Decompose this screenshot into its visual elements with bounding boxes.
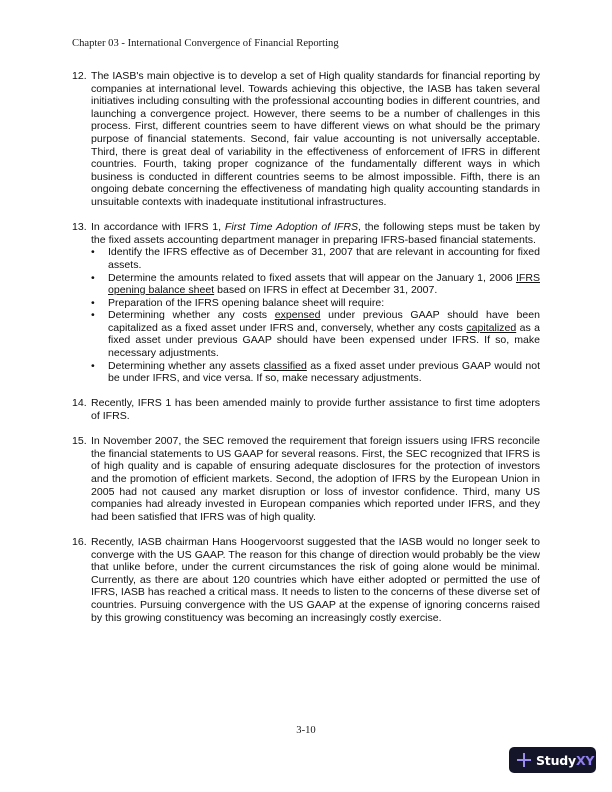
item-number: 16. <box>72 535 87 548</box>
underlined-term: IFRS opening balance sheet <box>108 271 540 297</box>
bullet-icon: • <box>91 246 95 259</box>
bullet-text: based on IFRS in effect at December 31, 2007. <box>214 284 438 297</box>
item-number: 13. <box>72 221 87 234</box>
bullet-item <box>91 246 540 271</box>
underlined-term: expensed <box>274 309 321 322</box>
item-number: 14. <box>72 397 87 410</box>
bullet-text: as a fixed asset under previous GAAP would not be under IFRS, and vice versa. If so, make necessary adjustments. <box>108 359 540 385</box>
studyxy-badge[interactable] <box>509 747 596 773</box>
bullet-text: as a fixed asset under previous GAAP should have been expensed under IFRS. If so, make necessary adjustments. <box>108 321 540 360</box>
item-number: 15. <box>72 435 87 448</box>
item-intro <box>91 221 540 246</box>
steps-list <box>91 246 540 385</box>
plus-icon <box>517 753 531 767</box>
bullet-item <box>91 272 540 297</box>
bullet-item <box>91 309 540 359</box>
bullet-item <box>91 297 540 310</box>
bullet-text: Determining whether any assets <box>108 359 264 372</box>
brand-main: Study <box>536 752 576 768</box>
item-text: Recently, IASB chairman Hans Hoogervoorst suggested that the IASB would no longer seek to converge with the US GAAP. The reason for this change of direction would probably be the view that unlike before, under the current circumstances the risk of going alone would be minimal. Currently, as there are about 120 countries which have either adopted or permitted the use of IFRS, IASB has reached a critical mass. It needs to listen to the concerns of these diverse set of countries. Pursuing convergence with the US GAAP at the expense of ignoring concerns raised by this growing constituency was becoming an increasingly costly exercise. <box>91 535 540 624</box>
bullet-item <box>91 360 540 385</box>
standard-title: First Time Adoption of IFRS <box>224 221 359 234</box>
bullet-text: under previous GAAP should have been capitalized as a fixed asset under IFRS and, conversely, whether any costs <box>108 309 540 334</box>
item-text: In November 2007, the SEC removed the requirement that foreign issuers using IFRS reconcile the financial statements to US GAAP for several reasons. First, the SEC recognized that IFRS is of high quality and is capable of ensuring adequate disclosures for the protection of investors and the promotion of efficient markets. Second, the adoption of IFRS by the European Union in 2005 had not caused any market disruption or loss of investor confidence. Third, many US companies had already invested in European companies which reported under IFRS, and they had been satisfied that IFRS was of high quality. <box>91 435 540 523</box>
bullet-icon: • <box>91 271 95 284</box>
list-item-13 <box>72 221 540 385</box>
list-item-12 <box>72 70 540 209</box>
bullet-icon: • <box>91 309 95 322</box>
bullet-icon: • <box>91 296 95 309</box>
item-text: Recently, IFRS 1 has been amended mainly to provide further assistance to first time adopters of IFRS. <box>91 397 540 423</box>
list-item-14 <box>72 397 540 422</box>
list-item-15 <box>72 435 540 523</box>
bullet-text: Preparation of the IFRS opening balance sheet will require: <box>108 296 385 309</box>
item-text: The IASB's main objective is to develop a set of High quality standards for financial reporting by companies at international level. Towards achieving this objective, the IASB has taken several initiatives including consulting with the professional accounting bodies in different countries, and launching a convergence project. However, there seems to be a number of challenges in this process. First, different countries seem to have different views on what should be the primary purpose of financial statements. Second, fair value accounting is not universally acceptable. Third, there is great deal of variability in the effectiveness of enforcement of IFRS in different countries. Fourth, taking proper cognizance of the fundamentally different ways in which business is conducted in different countries seems to be almost impossible. Fifth, there is an ongoing debate concerning the effectiveness of mandating high quality accounting standards in unsuitable contexts with inadequate institutional infrastructures. <box>91 70 540 208</box>
brand-accent: XY <box>575 752 595 768</box>
bullet-text: Determining whether any costs <box>108 309 275 322</box>
underlined-term: capitalized <box>466 321 517 334</box>
chapter-header: Chapter 03 - International Convergence of Financial Reporting <box>72 38 339 49</box>
underlined-term: classified <box>263 359 307 372</box>
intro-text: In accordance with IFRS 1, <box>91 221 225 234</box>
intro-text: , the following steps must be taken by the fixed assets accounting department manager in preparing IFRS-based financial statements. <box>91 221 540 246</box>
bullet-text: Identify the IFRS effective as of December 31, 2007 that are relevant in accounting for fixed assets. <box>108 246 540 271</box>
bullet-icon: • <box>91 359 95 372</box>
item-number: 12. <box>72 70 87 82</box>
document-body <box>72 70 540 637</box>
page-number: 3-10 <box>296 725 316 736</box>
bullet-text: Determine the amounts related to fixed assets that will appear on the January 1, 2006 <box>108 271 516 284</box>
brand-logo <box>536 753 594 768</box>
list-item-16 <box>72 536 540 624</box>
